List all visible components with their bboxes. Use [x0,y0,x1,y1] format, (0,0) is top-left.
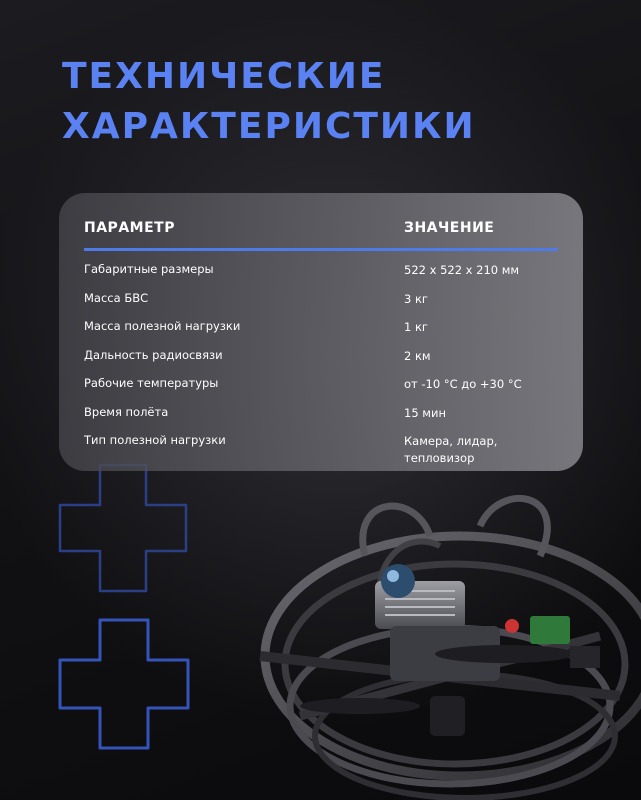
row-value: 2 км [404,348,431,363]
row-param: Дальность радиосвязи [84,347,223,362]
page-title [62,52,476,152]
table-row [84,291,564,320]
row-value: 15 мин [404,405,446,420]
spec-table [59,193,583,471]
row-param: Рабочие температуры [84,376,219,390]
drone-image [240,486,641,800]
row-param: Масса полезной нагрузки [84,319,241,333]
table-row [84,376,564,405]
cross-outline-icon [58,463,188,593]
title-line-1: ТЕХНИЧЕСКИЕ [62,56,386,97]
row-param: Тип полезной нагрузки [84,433,226,447]
row-value: Камера, лидар, тепловизор [404,434,498,465]
row-param: Время полёта [84,404,169,419]
table-row [84,348,564,377]
cross-outline-icon [58,618,190,750]
table-body [84,262,564,465]
table-row [84,433,564,465]
row-param: Габаритные размеры [84,262,214,276]
table-row [84,262,564,291]
table-row [84,405,564,434]
table-row [84,319,564,348]
header-value: ЗНАЧЕНИЕ [404,220,495,236]
row-value: 3 кг [404,291,428,306]
title-line-2: ХАРАКТЕРИСТИКИ [62,106,476,147]
table-header [84,217,558,251]
row-param: Масса БВС [84,290,149,305]
header-param: ПАРАМЕТР [84,220,175,236]
row-value: от -10 °С до +30 °С [404,377,522,391]
row-value: 522 x 522 x 210 мм [404,263,520,277]
row-value: 1 кг [404,320,428,334]
